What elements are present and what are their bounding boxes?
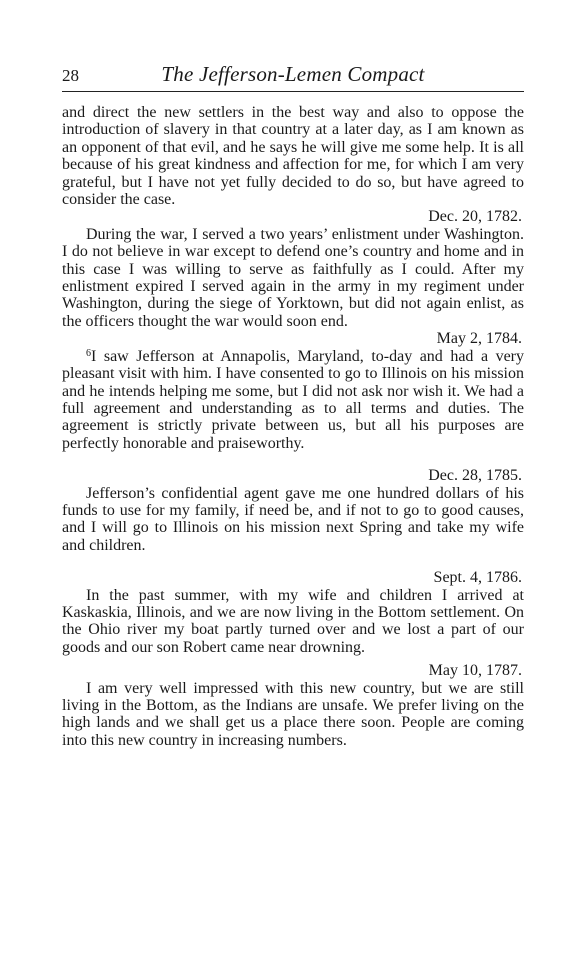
entry-date: Sept. 4, 1786. <box>433 569 522 587</box>
header-rule <box>62 91 524 92</box>
page-number: 28 <box>62 66 79 85</box>
entry-text: I am very well impressed with this new country, but we are still living in the Bottom, as the Indians are unsafe. We prefer living on the high lands and we shall get us a place there soon. People are coming into this new country in increasing numbers. <box>62 679 524 749</box>
entry-text: I saw Jefferson at Annapolis, Maryland, to-day and had a very pleasant visit with him. I have consented to go to Illinois on his mission and he intends helping me some, but I did not ask nor wish it. We had a full agreement and understanding as to all terms and duties. The agreement is strictly private between us, but all his purposes are perfectly honorable and praiseworthy. <box>62 347 524 452</box>
entry-date: Dec. 20, 1782. <box>428 208 522 226</box>
entry-date: May 2, 1784. <box>436 330 522 348</box>
entry-text: Jefferson’s confidential agent gave me one hundred dollars of his funds to use for my family, if need be, and if not to go to good causes, and I will go to Illinois on his mission next Spring and take my wife and children. <box>62 484 524 554</box>
footnote-marker: 6 <box>86 347 91 359</box>
opening-paragraph: and direct the new settlers in the best way and also to oppose the introduction of slavery in that country at a later day, as I am known as an opponent of that evil, and he says he will give me some help. It is all because of his great kindness and affection for me, for which I am very grateful, but I have not yet fully decided to do so, but have agreed to consider the case. <box>62 104 524 209</box>
page-body <box>62 104 524 749</box>
entry-date: Dec. 28, 1785. <box>428 467 522 485</box>
entry-text: During the war, I served a two years’ enlistment under Washington. I do not believe in war except to defend one’s country and home and in this case I was willing to serve as faithfully as I could. After my enlistment expired I served again in the army in my regiment under Washington, during the siege of Yorktown, but did not again enlist, as the officers thought the war would soon end. <box>62 225 524 330</box>
page-header <box>62 62 524 92</box>
running-title: The Jefferson-Lemen Compact <box>161 62 425 86</box>
entry-paragraph <box>62 348 524 452</box>
entry-text: In the past summer, with my wife and children I arrived at Kaskaskia, Illinois, and we are now living in the Bottom settlement. On the Ohio river my boat partly turned over and we lost a part of our goods and our son Robert came near drowning. <box>62 586 524 656</box>
entry-date: May 10, 1787. <box>428 662 522 680</box>
